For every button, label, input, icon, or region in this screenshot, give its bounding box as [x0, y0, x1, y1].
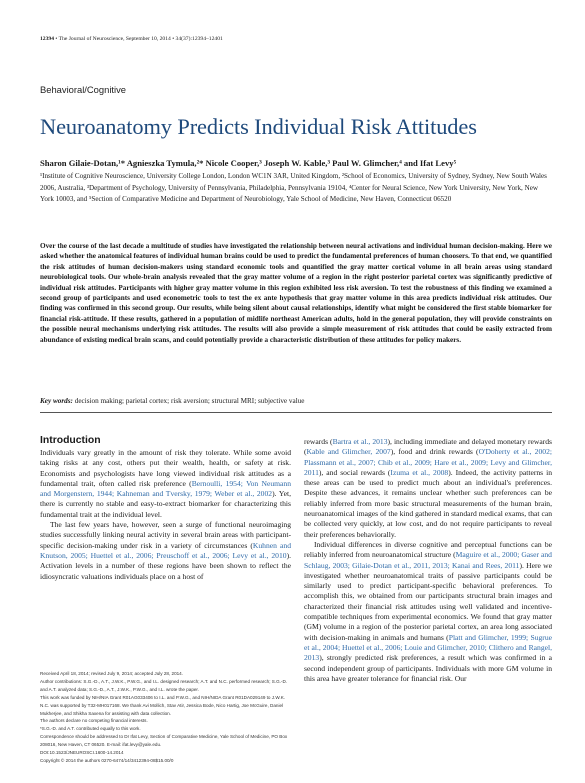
- intro-heading: Introduction: [40, 435, 101, 446]
- citation-link[interactable]: Bartra et al., 2013: [332, 437, 388, 446]
- intro-paragraph-4: [304, 540, 552, 684]
- text-run: rewards (: [304, 437, 333, 446]
- footnote: *S.G.-D. and A.T. contributed equally to this work.: [40, 726, 141, 732]
- footnote: Received April 18, 2014; revised July 9, 2014; accepted July 28, 2014.: [40, 671, 184, 676]
- section-label: Behavioral/Cognitive: [40, 84, 126, 95]
- journal-citation: • The Journal of Neuroscience, September 10, 2014 • 34(37):12394–12401: [55, 36, 223, 42]
- footnote: This work was funded by NIH/NIA Grant R01AG033406 to I.L. and P.W.G., and NIH/NIDA Grant R01DA029149 to J.W.K. N.C. was supported by T32-MH017168. We thank Avi Mollich, Stav Atir, Jessica Bode, Nico Hartig, Joe McGuire, Daniel Mukherjee, and Shikha Saxena for assisting with data collection.: [40, 694, 286, 716]
- text-run: ). Yet, there is currently no stable and easy-to-extract biomarker for characterizing this fundamental trait at the individual level.: [40, 489, 291, 519]
- text-run: Individual differences in diverse cognitive and perceptual functions can be reliably inferred from neuroanatomical structure (: [304, 539, 552, 560]
- citation-link[interactable]: Platt and Glimcher, 1999; Sugrue et al., 2004; Huettel et al., 2006; Louie and Glimcher, 2010; Clithero and Rangel, 2013: [304, 632, 552, 663]
- text-run: ). Activation levels in a number of these regions have been shown to reflect the idiosyncratic valuations individuals place on a host of: [40, 550, 291, 581]
- text-run: ), including immediate and delayed monetary rewards (: [304, 437, 552, 457]
- intro-paragraph-1: [40, 448, 291, 520]
- text-run: The last few years have, however, seen a surge of functional neuroimaging studies successfully linking neural activity in several brain areas with participant-specific decision-making under risk in a variety of circumstances (: [40, 520, 291, 550]
- divider-rule: [40, 412, 552, 413]
- intro-paragraph-2: [40, 520, 291, 582]
- citation-link[interactable]: Bernoulli, 1954; Von Neumann and Morgenstern, 1944; Kahneman and Tversky, 1979; Weber et al., 2002: [40, 478, 292, 499]
- intro-paragraph-3: [304, 437, 552, 540]
- text-run: ). Here we investigated whether neuroanatomical traits of passive participants could be similarly used to predict participant-specific behavioral preferences. To accomplish this, we obtained from our participants structural brain images and characterized their financial risk attitudes using well validated and incentive-compatible techniques from experimental economics. We found that gray matter (GM) volume in a region of the posterior parietal cortex, an area long associated with decision-making in animals and humans (: [304, 560, 552, 642]
- keywords-text: decision making; parietal cortex; risk aversion; structural MRI; subjective value: [74, 397, 305, 405]
- citation-link[interactable]: Izuma et al., 2008: [390, 467, 449, 477]
- right-column: [304, 437, 552, 684]
- footnotes: [40, 670, 291, 765]
- citation-link[interactable]: Kable and Glimcher, 2007: [306, 447, 391, 457]
- footnote: Correspondence should be addressed to Dr Ifat Levy, Section of Comparative Medicine, Yale School of Medicine, PO Box 208016, New Haven, CT 06520. E-mail: ifat.levy@yale.edu.: [40, 734, 288, 748]
- author-list: Sharon Gilaie-Dotan,¹* Agnieszka Tymula,²* Nicole Cooper,³ Joseph W. Kable,³ Paul W. Glimcher,⁴ and Ifat Levy⁵: [40, 158, 457, 168]
- affiliations: ¹Institute of Cognitive Neuroscience, University College London, London WC1N 3AR, United Kingdom, ²School of Economics, University of Sydney, Sydney, New South Wales 2006, Australia, ³Department of Psychology, University of Pennsylvania, Philadelphia, Pennsylvania 19104, ⁴Center for Neural Science, New York University, New York, New York 10003, and ⁵Section of Comparative Medicine and Department of Neurobiology, Yale School of Medicine, New Haven, Connecticut 06520: [40, 172, 547, 204]
- running-header: [40, 36, 223, 42]
- keywords-label: Key words:: [40, 397, 73, 405]
- footnote: Copyright © 2014 the authors 0270-6474/14/3412394-08$15.00/0: [40, 757, 174, 763]
- left-column: [40, 435, 291, 582]
- text-run: ), strongly predicted risk preferences, a result which was confirmed in a second independent group of participants. Individuals with more GM volume in this area have greater tolerance for financial risk. Our: [304, 653, 552, 683]
- keywords: [40, 396, 552, 406]
- footnote: DOI:10.1523/JNEUROSCI.1600-14.2014: [40, 750, 124, 756]
- citation-link[interactable]: O'Doherty et al., 2002; Plassmann et al., 2007; Chib et al., 2009; Hare et al., 2009; Levy and Glimcher, 2011: [304, 447, 552, 477]
- text-run: Individuals vary greatly in the amount of risk they tolerate. While some avoid taking risks at any cost, others put their wealth, health, or safety at risk. Economists and psychologists have long viewed individual risk attitudes as a fundamental trait, often called risk preference (: [40, 448, 291, 488]
- abstract: Over the course of the last decade a multitude of studies have investigated the relationship between neural activations and individual human decision-making. Here we asked whether the anatomical features of individual human brains could be used to predict the fundamental preferences of human choosers. To that end, we quantified the risk attitudes of human decision-makers using standard economic tools and quantified the gray matter cortical volume in all brain areas using standard neurobiological tools. Our whole-brain analysis revealed that the gray matter volume of a region in the right posterior parietal cortex was significantly predictive of individual risk attitudes. Participants with higher gray matter volume in this region exhibited less risk aversion. To test the robustness of this finding we examined a second group of participants and used econometric tools to test the ex ante hypothesis that gray matter volume in this area predicts individual risk attitudes. Our finding was confirmed in this second group. Our results, while being silent about causal relationships, identify what might be considered the first stable biomarker for financial risk-attitude. If these results, gathered in a population of midlife northeast American adults, hold in the general population, they will provide constraints on the possible neural mechanisms underlying risk attitudes. The results will also provide a simple measurement of risk attitudes that could be easily extracted from abundance of existing medical brain scans, and could potentially provide a characteristic distribution of these attitudes for policy makers.: [40, 242, 552, 344]
- citation-link[interactable]: Kuhnen and Knutson, 2005; Huettel et al., 2006; Preuschoff et al., 2006; Levy et al., 2010: [40, 540, 291, 560]
- citation-link[interactable]: Maguire et al., 2000; Gaser and Schlaug, 2003; Gilaie-Dotan et al., 2011, 2013; Kanai and Rees, 2011: [304, 550, 552, 570]
- text-run: ), and social rewards (: [318, 467, 391, 477]
- footnote: The authors declare no competing financial interests.: [40, 718, 148, 724]
- article-title: Neuroanatomy Predicts Individual Risk Attitudes: [40, 114, 477, 139]
- page-number: 12394: [40, 36, 54, 42]
- text-run: ). Indeed, the activity patterns in these areas can be used to predict much about an individual's preferences. Despite these advances, it remains unclear whether such preferences can be reliably inferred from more basic structural measurements of the human brain, neuroanatomical images of the kind gathered in standard medical exams, that can be collected very quickly, at low cost, and do not require participants to reveal their preferences behaviorally.: [304, 467, 552, 539]
- text-run: ), food and drink rewards (: [390, 447, 479, 457]
- footnote: Author contributions: S.G.-D., A.T., J.W.K., P.W.G., and I.L. designed research; A.T. and N.C. performed research; S.G.-D. and A.T. analyzed data; S.G.-D., A.T., J.W.K., P.W.G., and I.L. wrote the paper.: [40, 678, 288, 692]
